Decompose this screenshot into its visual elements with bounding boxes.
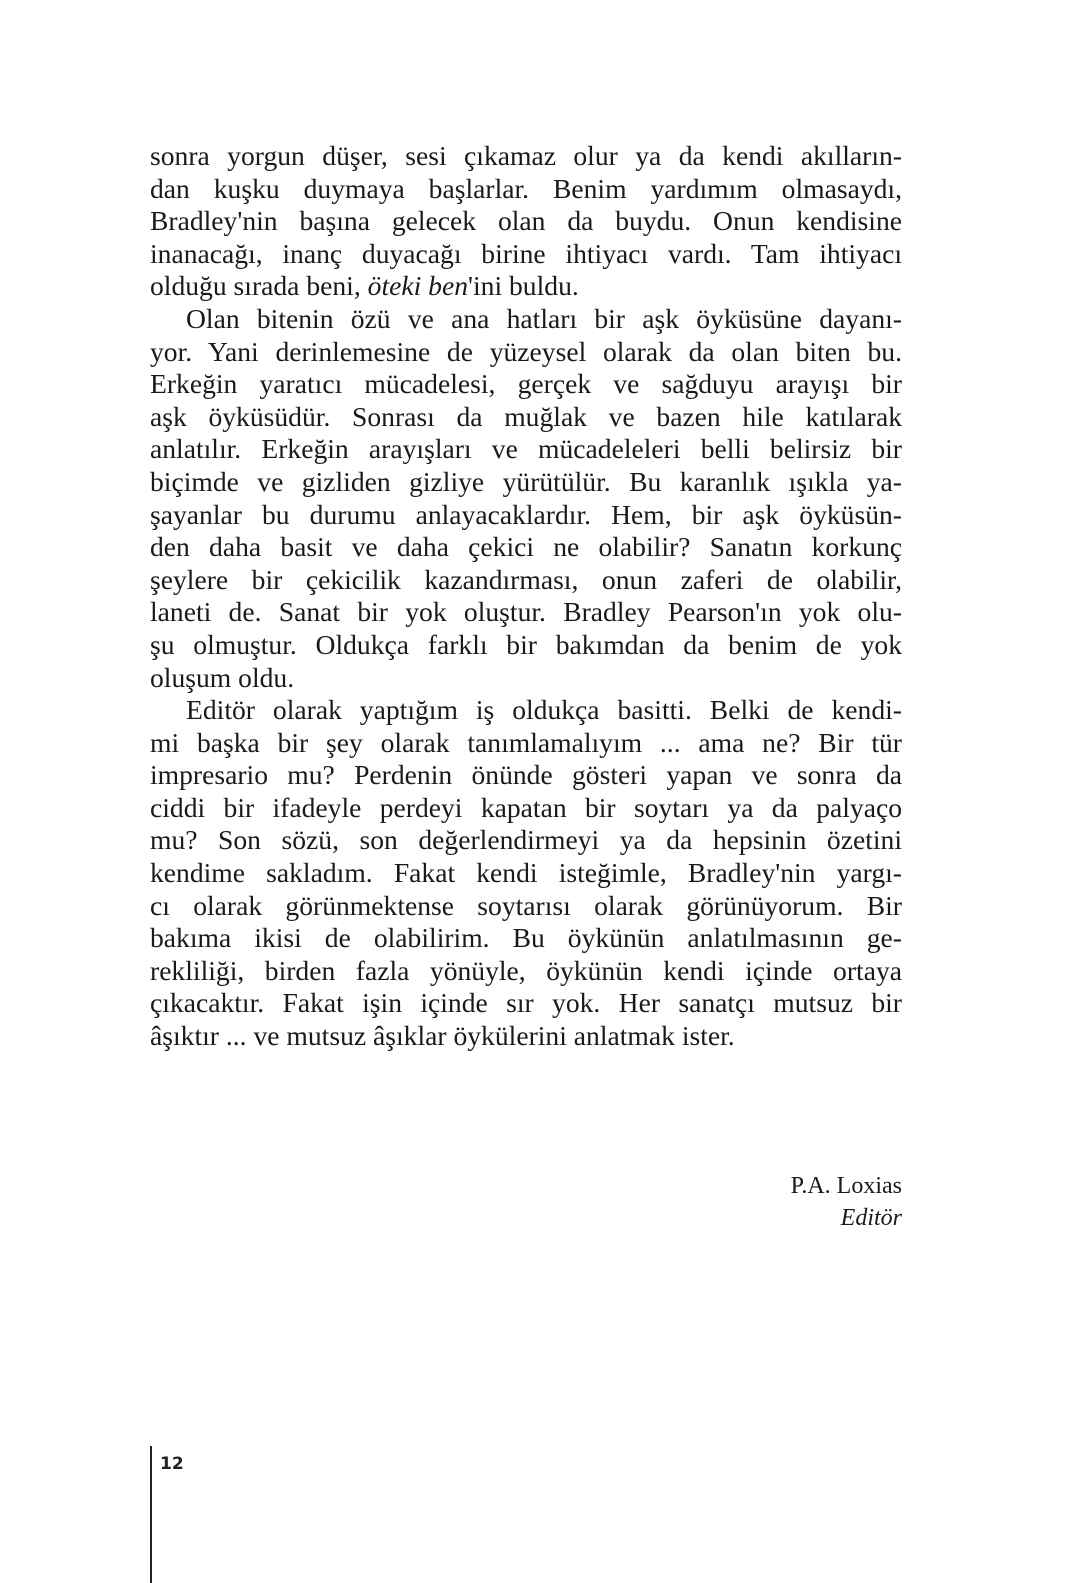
text-line: impresario mu? Perdenin önünde gösteri yapan ve sonra da xyxy=(150,759,902,791)
text-line: mu? Son sözü, son değerlendirmeyi ya da hepsinin özetini xyxy=(150,824,902,856)
signature-role: Editör xyxy=(840,1205,902,1231)
text-line: rekliliği, birden fazla yönüyle, öykünün kendi içinde ortaya xyxy=(150,954,902,986)
text-line: sonra yorgun düşer, sesi çıkamaz olur ya da kendi akılların- xyxy=(150,140,902,171)
text-line: Erkeğin yaratıcı mücadelesi, gerçek ve sağduyu arayışı bir xyxy=(150,368,902,400)
paragraph-start-line: Olan bitenin özü ve ana hatları bir aşk öyküsüne dayanı- xyxy=(186,302,902,334)
text-line: çıkacaktır. Fakat işin içinde sır yok. Her sanatçı mutsuz bir xyxy=(150,987,902,1019)
italic-phrase: öteki ben xyxy=(367,270,469,302)
text-line: biçimde ve gizliden gizliye yürütülür. Bu karanlık ışıkla ya- xyxy=(150,465,902,497)
text-line: şeylere bir çekicilik kazandırması, onun zaferi de olabilir, xyxy=(150,563,902,595)
signature-block xyxy=(791,1170,902,1234)
text-line: dan kuşku duymaya başlarlar. Benim yardımım olmasaydı, xyxy=(150,172,902,204)
body-text xyxy=(150,140,902,1053)
text-line: bakıma ikisi de olabilirim. Bu öykünün anlatılmasının ge- xyxy=(150,922,902,954)
text-line: den daha basit ve daha çekici ne olabilir? Sanatın korkunç xyxy=(150,531,902,563)
text-line: yor. Yani derinlemesine de yüzeysel olarak da olan biten bu. xyxy=(150,335,902,367)
signature-name: P.A. Loxias xyxy=(790,1173,902,1199)
text-line: şayanlar bu durumu anlayacaklardır. Hem, bir aşk öyküsün- xyxy=(150,498,902,530)
text-segment: olduğu sırada beni, xyxy=(150,270,368,302)
folio-rule xyxy=(150,1446,152,1583)
text-line: şu olmuştur. Oldukça farklı bir bakımdan da benim de yok xyxy=(150,628,902,660)
paragraph-start-line: Editör olarak yaptığım iş oldukça basitti. Belki de kendi- xyxy=(186,694,902,726)
text-line: âşıktır ... ve mutsuz âşıklar öykülerini anlatmak ister. xyxy=(150,1020,735,1052)
text-line: anlatılır. Erkeğin arayışları ve mücadeleleri belli belirsiz bir xyxy=(150,433,902,465)
text-line: inanacağı, inanç duyacağı birine ihtiyacı vardı. Tam ihtiyacı xyxy=(150,237,902,269)
text-line: kendime sakladım. Fakat kendi isteğimle, Bradley'nin yargı- xyxy=(150,857,902,889)
text-line: cı olarak görünmektense soytarısı olarak görünüyorum. Bir xyxy=(150,889,902,921)
text-line: oluşum oldu. xyxy=(150,661,295,693)
text-line: aşk öyküsüdür. Sonrası da muğlak ve bazen hile katılarak xyxy=(150,400,902,432)
text-line: laneti de. Sanat bir yok oluştur. Bradley Pearson'ın yok olu- xyxy=(150,596,902,628)
page-number: 12 xyxy=(160,1454,184,1474)
text-line xyxy=(150,270,902,303)
text-line: mi başka bir şey olarak tanımlamalıyım ... ama ne? Bir tür xyxy=(150,726,902,758)
text-segment: 'ini buldu. xyxy=(468,270,579,302)
text-line: ciddi bir ifadeyle perdeyi kapatan bir soytarı ya da palyaço xyxy=(150,791,902,823)
text-line: Bradley'nin başına gelecek olan da buydu. Onun kendisine xyxy=(150,205,902,237)
